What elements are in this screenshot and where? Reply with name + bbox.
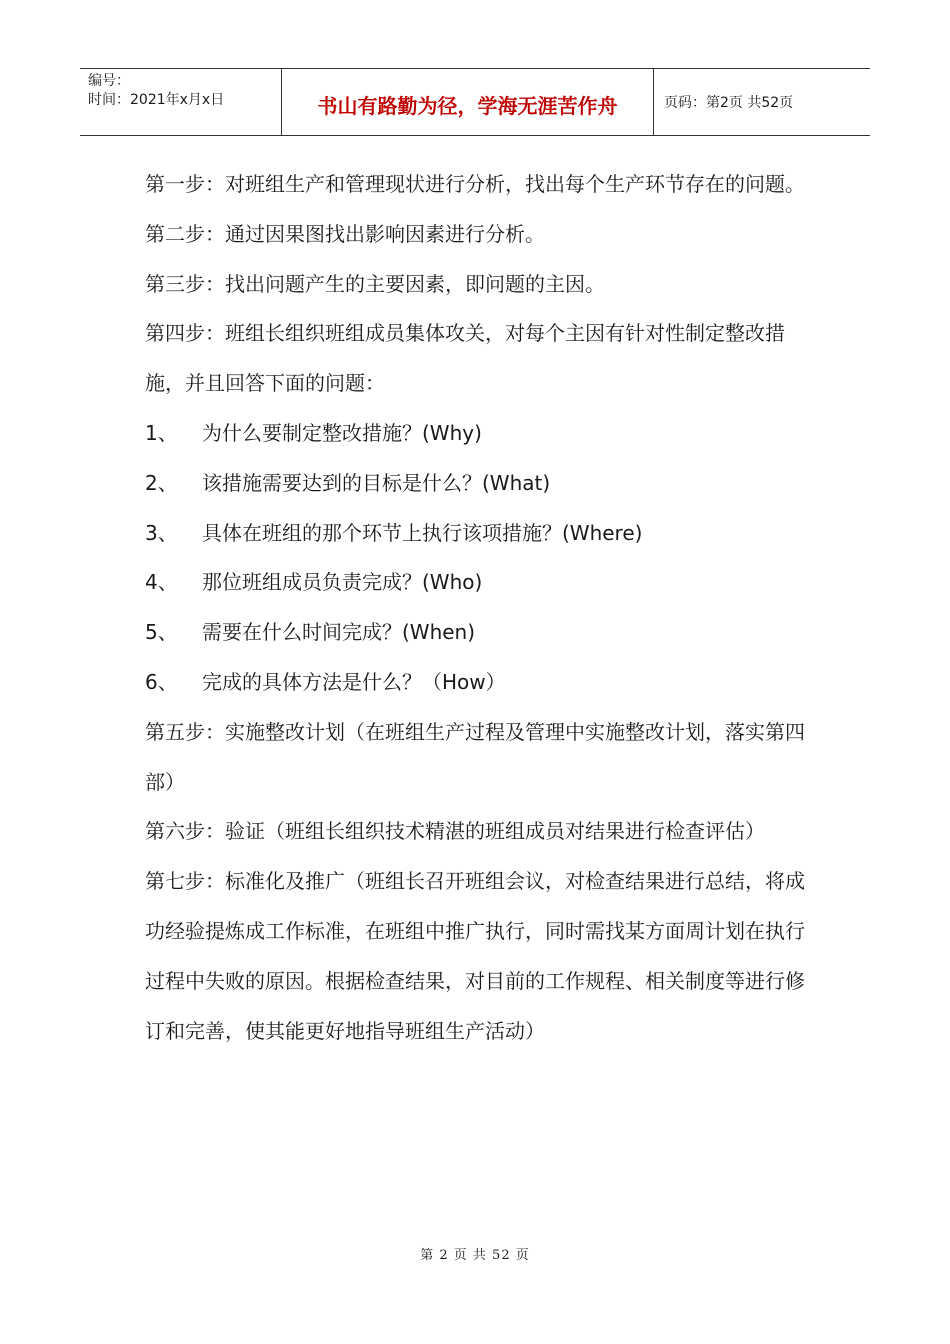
header-page-info: 页码：第2页 共52页	[664, 95, 794, 111]
document-number-label: 编号：	[88, 73, 130, 89]
list-item-text: 该措施需要达到的目标是什么？(What)	[202, 470, 551, 495]
list-item	[145, 509, 805, 559]
list-item-text: 具体在班组的那个环节上执行该项措施？(Where)	[202, 520, 643, 545]
list-item-number: 6、	[145, 669, 178, 694]
header-meta	[80, 69, 282, 135]
step-2-paragraph: 第二步：通过因果图找出影响因素进行分析。	[145, 221, 545, 246]
step-1-paragraph: 第一步：对班组生产和管理现状进行分析，找出每个生产环节存在的问题。	[145, 172, 805, 196]
list-item-text: 那位班组成员负责完成？(Who)	[202, 570, 483, 595]
list-item	[145, 658, 805, 708]
list-item-text: 需要在什么时间完成？(When)	[202, 620, 476, 645]
page-footer: 第 2 页 共 52 页	[420, 1248, 530, 1263]
page-header	[80, 68, 870, 136]
document-date: 时间：2021年x月x日	[88, 92, 225, 108]
step-6-paragraph: 第六步：验证（班组长组织技术精湛的班组成员对结果进行检查评估）	[145, 819, 765, 844]
list-item-number: 2、	[145, 470, 178, 495]
step-4-paragraph: 第四步：班组长组织班组成员集体攻关，对每个主因有针对性制定整改措施，并且回答下面的问题：	[145, 321, 785, 396]
header-motto: 书山有路勤为径，学海无涯苦作舟	[282, 69, 654, 135]
list-item-text: 完成的具体方法是什么？（How）	[202, 669, 506, 694]
list-item-number: 5、	[145, 620, 178, 645]
list-item	[145, 608, 805, 658]
step-7-paragraph: 第七步：标准化及推广（班组长召开班组会议，对检查结果进行总结，将成功经验提炼成工作标准，在班组中推广执行，同时需找某方面周计划在执行过程中失败的原因。根据检查结果，对目前的工作规程、相关制度等进行修订和完善，使其能更好地指导班组生产活动）	[145, 869, 805, 1043]
step-3-paragraph: 第三步：找出问题产生的主要因素，即问题的主因。	[145, 271, 605, 296]
list-item-number: 3、	[145, 520, 178, 545]
list-item	[145, 409, 805, 459]
list-item-number: 4、	[145, 570, 178, 595]
step-5-paragraph: 第五步：实施整改计划（在班组生产过程及管理中实施整改计划，落实第四部）	[145, 719, 805, 794]
list-item	[145, 459, 805, 509]
list-item-number: 1、	[145, 420, 178, 445]
document-body	[145, 160, 805, 1056]
list-item-text: 为什么要制定整改措施？(Why)	[202, 420, 482, 445]
list-item	[145, 558, 805, 608]
